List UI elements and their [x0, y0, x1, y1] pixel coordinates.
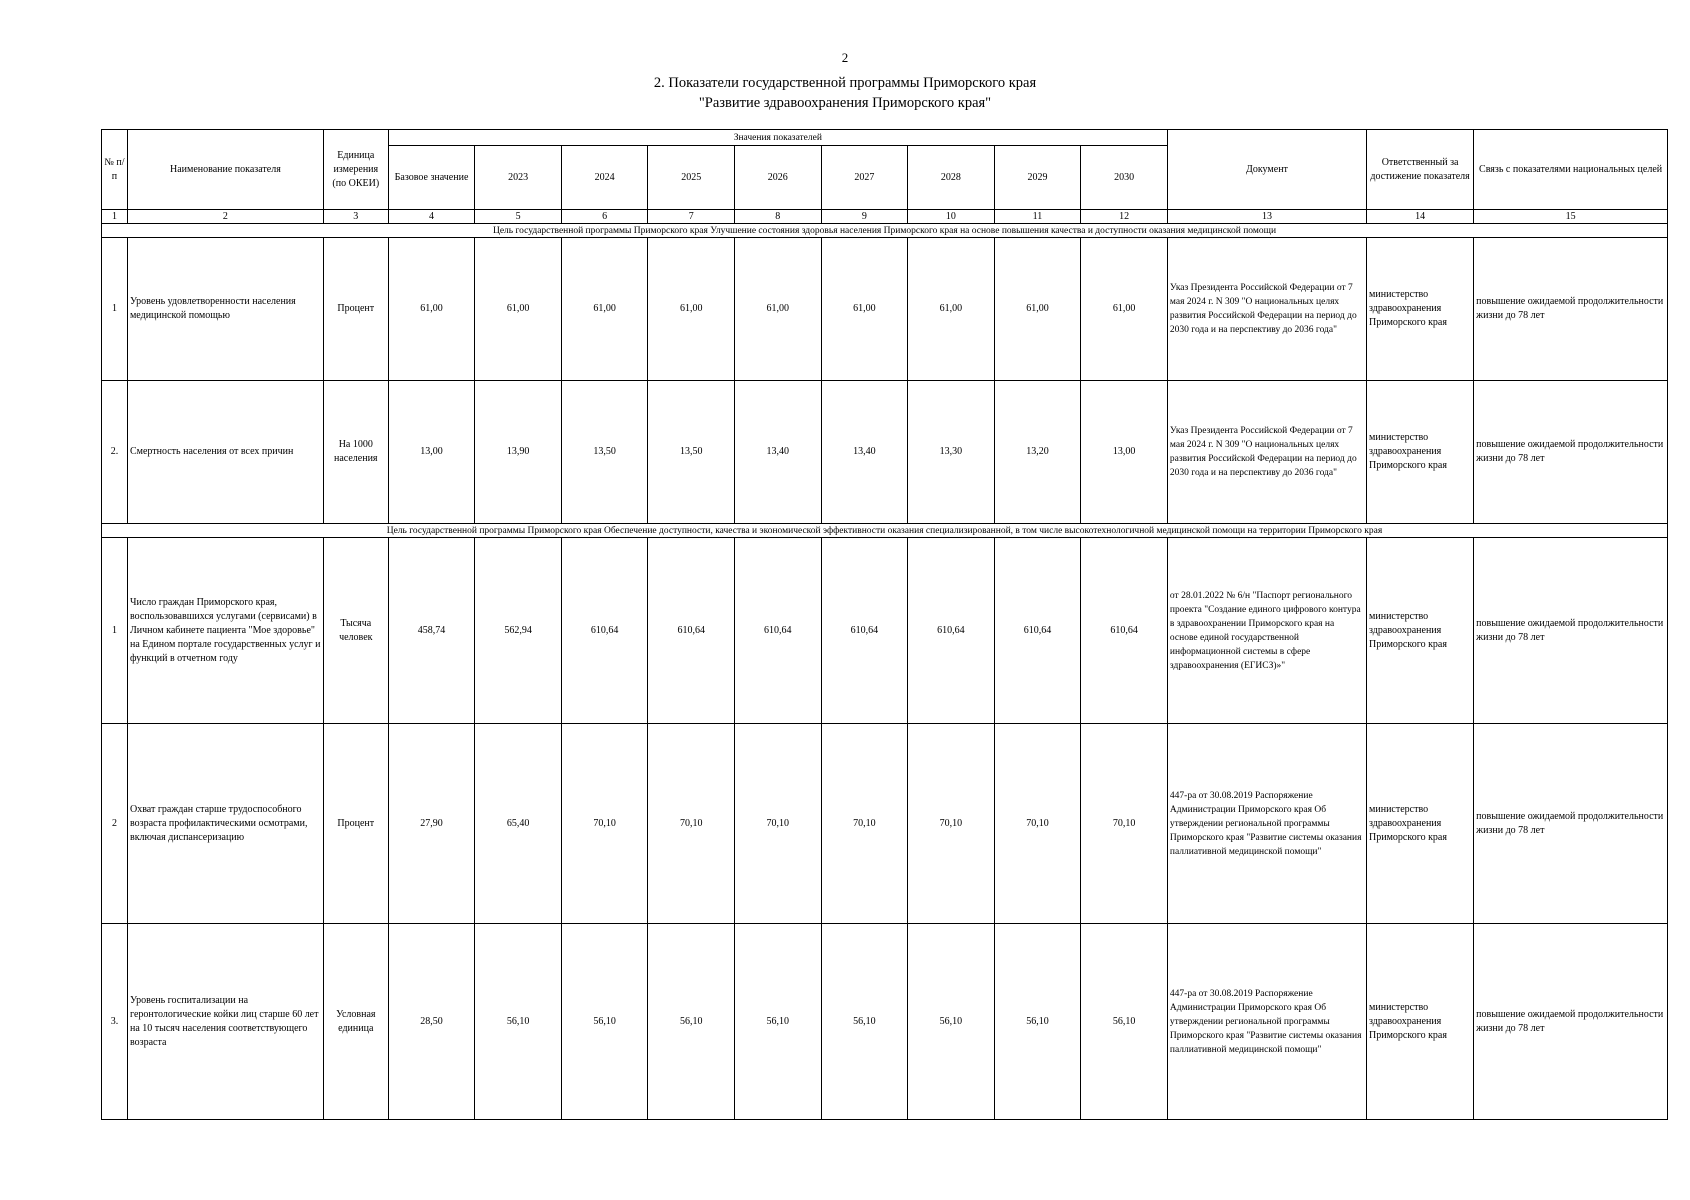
goal-1-text: Цель государственной программы Приморского края Улучшение состояния здоровья населения Приморского края на основе повышения качества и доступности оказания медицинской помощи	[102, 224, 1668, 238]
row-document: Указ Президента Российской Федерации от 7 мая 2024 г. N 309 "О национальных целях развития Российской Федерации на период до 2030 года и на перспективу до 2036 года"	[1167, 381, 1366, 524]
column-number: 3	[323, 210, 388, 224]
row-value: 56,10	[648, 924, 735, 1120]
row-value: 70,10	[821, 724, 908, 924]
row-value: 56,10	[561, 924, 648, 1120]
row-unit: На 1000 населения	[323, 381, 388, 524]
row-value: 61,00	[561, 238, 648, 381]
table-row	[102, 238, 1668, 381]
row-value: 70,10	[561, 724, 648, 924]
row-value: 13,50	[648, 381, 735, 524]
row-document: 447-ра от 30.08.2019 Распоряжение Администрации Приморского края Об утверждении региональной программы Приморского края "Развитие системы оказания паллиативной медицинской помощи"	[1167, 924, 1366, 1120]
row-value: 61,00	[648, 238, 735, 381]
page-number: 2	[841, 50, 849, 65]
column-number: 10	[908, 210, 995, 224]
row-value: 56,10	[821, 924, 908, 1120]
row-unit: Тысяча человек	[323, 538, 388, 724]
header-year: 2026	[735, 146, 822, 210]
row-value: 61,00	[994, 238, 1081, 381]
row-value: 13,40	[821, 381, 908, 524]
column-number: 1	[102, 210, 128, 224]
title-line-2: "Развитие здравоохранения Приморского края"	[698, 95, 992, 111]
column-number: 4	[388, 210, 475, 224]
row-unit: Процент	[323, 724, 388, 924]
header-document: Документ	[1167, 130, 1366, 210]
column-number: 8	[735, 210, 822, 224]
column-number: 6	[561, 210, 648, 224]
header-year: 2028	[908, 146, 995, 210]
column-numbers-row	[102, 210, 1668, 224]
row-document: от 28.01.2022 № 6/н "Паспорт регионального проекта "Создание единого цифрового контура в здравоохранении Приморского края на основе единой государственной информационной системы в сфере здравоохранения (ЕГИСЗ)»"	[1167, 538, 1366, 724]
row-value: 56,10	[908, 924, 995, 1120]
column-number: 7	[648, 210, 735, 224]
row-document: Указ Президента Российской Федерации от 7 мая 2024 г. N 309 "О национальных целях развития Российской Федерации на период до 2030 года и на перспективу до 2036 года"	[1167, 238, 1366, 381]
header-link: Связь с показателями национальных целей	[1474, 130, 1668, 210]
row-base: 28,50	[388, 924, 475, 1120]
row-unit: Процент	[323, 238, 388, 381]
row-name: Уровень удовлетворенности населения медицинской помощью	[127, 238, 323, 381]
row-value: 70,10	[1081, 724, 1168, 924]
row-value: 61,00	[1081, 238, 1168, 381]
row-value: 610,64	[908, 538, 995, 724]
header-year: 2025	[648, 146, 735, 210]
row-base: 27,90	[388, 724, 475, 924]
row-link: повышение ожидаемой продолжительности жизни до 78 лет	[1474, 381, 1668, 524]
row-value: 61,00	[475, 238, 562, 381]
row-value: 610,64	[561, 538, 648, 724]
header-year: 2029	[994, 146, 1081, 210]
row-value: 13,00	[1081, 381, 1168, 524]
row-value: 610,64	[994, 538, 1081, 724]
row-base: 13,00	[388, 381, 475, 524]
row-num: 1	[102, 538, 128, 724]
indicators-table	[101, 129, 1668, 1120]
row-value: 13,90	[475, 381, 562, 524]
row-value: 65,40	[475, 724, 562, 924]
table-row	[102, 924, 1668, 1120]
row-value: 13,30	[908, 381, 995, 524]
row-name: Охват граждан старше трудоспособного возраста профилактическими осмотрами, включая диспансеризацию	[127, 724, 323, 924]
header-responsible: Ответственный за достижение показателя	[1367, 130, 1474, 210]
row-value: 610,64	[648, 538, 735, 724]
header-year: 2030	[1081, 146, 1168, 210]
row-responsible: министерство здравоохранения Приморского края	[1367, 724, 1474, 924]
row-value: 61,00	[821, 238, 908, 381]
column-number: 11	[994, 210, 1081, 224]
row-link: повышение ожидаемой продолжительности жизни до 78 лет	[1474, 538, 1668, 724]
title-line-1: 2. Показатели государственной программы Приморского края	[653, 75, 1037, 91]
column-number: 15	[1474, 210, 1668, 224]
row-responsible: министерство здравоохранения Приморского края	[1367, 238, 1474, 381]
column-number: 13	[1167, 210, 1366, 224]
row-base: 458,74	[388, 538, 475, 724]
page-title	[0, 73, 1690, 113]
row-value: 61,00	[908, 238, 995, 381]
header-values-group: Значения показателей	[388, 130, 1167, 146]
row-value: 56,10	[475, 924, 562, 1120]
column-number: 14	[1367, 210, 1474, 224]
column-number: 2	[127, 210, 323, 224]
goal-row	[102, 524, 1668, 538]
header-year: 2024	[561, 146, 648, 210]
row-value: 610,64	[735, 538, 822, 724]
row-value: 56,10	[735, 924, 822, 1120]
goal-2-text: Цель государственной программы Приморского края Обеспечение доступности, качества и экономической эффективности оказания специализированной, в том числе высокотехнологичной медицинской помощи на территории Приморского края	[102, 524, 1668, 538]
row-value: 70,10	[994, 724, 1081, 924]
row-value: 610,64	[1081, 538, 1168, 724]
row-value: 70,10	[735, 724, 822, 924]
row-value: 13,40	[735, 381, 822, 524]
row-base: 61,00	[388, 238, 475, 381]
row-link: повышение ожидаемой продолжительности жизни до 78 лет	[1474, 238, 1668, 381]
header-base: Базовое значение	[388, 146, 475, 210]
column-number: 12	[1081, 210, 1168, 224]
header-year: 2023	[475, 146, 562, 210]
row-responsible: министерство здравоохранения Приморского края	[1367, 381, 1474, 524]
row-value: 562,94	[475, 538, 562, 724]
row-value: 56,10	[1081, 924, 1168, 1120]
row-num: 1	[102, 238, 128, 381]
header-unit: Единица измерения (по ОКЕИ)	[323, 130, 388, 210]
row-responsible: министерство здравоохранения Приморского края	[1367, 924, 1474, 1120]
row-name: Уровень госпитализации на геронтологические койки лиц старше 60 лет на 10 тысяч населения соответствующего возраста	[127, 924, 323, 1120]
table-row	[102, 381, 1668, 524]
row-num: 3.	[102, 924, 128, 1120]
row-responsible: министерство здравоохранения Приморского края	[1367, 538, 1474, 724]
row-link: повышение ожидаемой продолжительности жизни до 78 лет	[1474, 924, 1668, 1120]
row-document: 447-ра от 30.08.2019 Распоряжение Администрации Приморского края Об утверждении региональной программы Приморского края "Развитие системы оказания паллиативной медицинской помощи"	[1167, 724, 1366, 924]
column-number: 9	[821, 210, 908, 224]
row-value: 610,64	[821, 538, 908, 724]
row-value: 56,10	[994, 924, 1081, 1120]
table-row	[102, 538, 1668, 724]
header-name: Наименование показателя	[127, 130, 323, 210]
goal-row	[102, 224, 1668, 238]
header-num: № п/п	[102, 130, 128, 210]
table-row	[102, 724, 1668, 924]
column-number: 5	[475, 210, 562, 224]
row-value: 13,50	[561, 381, 648, 524]
row-unit: Условная единица	[323, 924, 388, 1120]
row-value: 70,10	[648, 724, 735, 924]
row-name: Смертность населения от всех причин	[127, 381, 323, 524]
row-num: 2.	[102, 381, 128, 524]
header-year: 2027	[821, 146, 908, 210]
row-value: 70,10	[908, 724, 995, 924]
row-num: 2	[102, 724, 128, 924]
row-value: 61,00	[735, 238, 822, 381]
row-link: повышение ожидаемой продолжительности жизни до 78 лет	[1474, 724, 1668, 924]
row-value: 13,20	[994, 381, 1081, 524]
row-name: Число граждан Приморского края, воспользовавшихся услугами (сервисами) в Личном кабинете пациента "Мое здоровье" на Едином портале государственных услуг и функций в отчетном году	[127, 538, 323, 724]
